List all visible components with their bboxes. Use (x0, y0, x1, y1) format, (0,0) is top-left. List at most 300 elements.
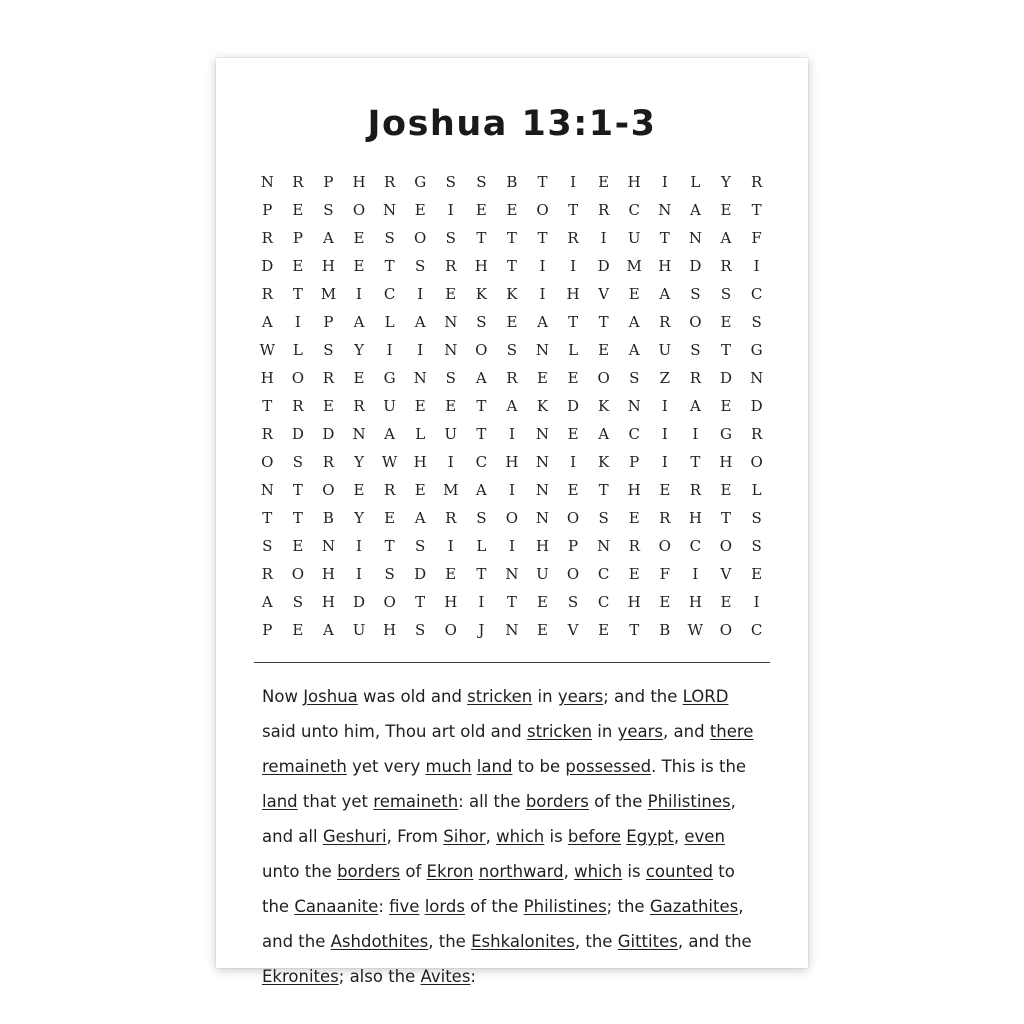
word-search-cell: P (323, 313, 334, 331)
word-search-cell: K (536, 397, 549, 415)
word-search-cell: D (750, 397, 763, 415)
word-search-cell: A (414, 313, 426, 331)
word-search-cell: S (415, 621, 426, 639)
verse-text: is (544, 827, 568, 846)
word-search-cell: O (261, 453, 274, 471)
word-search-cell: R (322, 369, 335, 387)
word-search-cell: T (537, 229, 548, 247)
word-search-cell: E (720, 397, 732, 415)
word-search-cell: G (750, 341, 763, 359)
word-search-cell: A (689, 397, 701, 415)
verse-hidden-word: even (684, 827, 725, 846)
word-search-cell: L (568, 341, 579, 359)
word-search-cell: K (598, 397, 610, 415)
word-search-cell: E (414, 397, 426, 415)
word-search-cell: I (570, 257, 577, 275)
word-search-cell: A (261, 313, 273, 331)
word-search-cell: H (688, 593, 702, 611)
word-search-row (252, 532, 772, 560)
word-search-cell: N (260, 481, 274, 499)
word-search-cell: I (508, 537, 515, 555)
word-search-cell: U (627, 229, 641, 247)
word-search-cell: T (720, 509, 731, 527)
word-search-cell: S (598, 509, 609, 527)
verse-hidden-word: which (574, 862, 623, 881)
verse-text: , and all (262, 792, 736, 846)
word-search-row (252, 224, 772, 252)
word-search-cell: O (444, 621, 457, 639)
word-search-cell: A (506, 397, 518, 415)
word-search-cell: R (292, 173, 304, 191)
verse-hidden-word: Ekron (426, 862, 474, 881)
word-search-cell: E (353, 481, 365, 499)
verse-text: to be (512, 757, 566, 776)
verse-hidden-word: much (425, 757, 472, 776)
word-search-cell: E (537, 593, 548, 611)
verse-hidden-word: remaineth (373, 792, 459, 811)
word-search-cell: I (508, 481, 515, 499)
word-search-cell: I (692, 565, 699, 583)
word-search-cell: R (720, 257, 732, 275)
word-search-cell: R (689, 481, 702, 499)
word-search-cell: S (751, 537, 762, 555)
word-search-cell: T (690, 453, 701, 471)
word-search-cell: R (261, 425, 273, 443)
word-search-cell: I (753, 257, 760, 275)
word-search-cell: E (720, 201, 732, 219)
word-search-cell: A (414, 509, 426, 527)
word-search-cell: P (262, 621, 273, 639)
word-search-cell: L (292, 341, 303, 359)
verse-hidden-word: Sihor (443, 827, 486, 846)
verse-hidden-word: Joshua (303, 687, 358, 706)
word-search-row (252, 504, 772, 532)
word-search-cell: A (475, 481, 487, 499)
word-search-cell: O (322, 481, 335, 499)
word-search-cell: H (383, 621, 397, 639)
word-search-cell: E (628, 509, 640, 527)
verse-hidden-word: Ashdothites (330, 932, 429, 951)
word-search-cell: A (689, 201, 701, 219)
word-search-cell: F (659, 565, 671, 583)
word-search-cell: T (384, 257, 395, 275)
word-search-cell: E (353, 229, 365, 247)
word-search-cell: T (751, 201, 762, 219)
word-search-cell: D (567, 397, 580, 415)
verse-hidden-word: which (496, 827, 545, 846)
verse-text: , the (574, 932, 618, 951)
word-search-cell: M (320, 285, 337, 303)
word-search-cell: I (661, 453, 668, 471)
word-search-cell: H (413, 453, 427, 471)
verse-hidden-word: borders (525, 792, 589, 811)
word-search-cell: N (535, 425, 550, 443)
word-search-cell: I (539, 285, 546, 303)
word-search-cell: R (383, 173, 396, 191)
word-search-cell: H (566, 285, 580, 303)
word-search-cell: K (475, 285, 487, 303)
word-search-cell: N (535, 509, 550, 527)
word-search-cell: R (689, 369, 702, 387)
word-search-cell: O (352, 201, 366, 219)
word-search-cell: E (414, 201, 426, 219)
word-search-cell: S (751, 509, 762, 527)
word-search-cell: T (720, 341, 731, 359)
word-search-cell: H (321, 565, 335, 583)
word-search-cell: Y (354, 453, 364, 471)
word-search-cell: N (688, 229, 702, 247)
word-search-cell: E (292, 201, 304, 219)
word-search-cell: U (352, 621, 366, 639)
verse-hidden-word: there (709, 722, 754, 741)
word-search-cell: B (659, 621, 671, 639)
word-search-cell: J (478, 621, 485, 639)
word-search-cell: I (447, 537, 454, 555)
verse-hidden-word: five (389, 897, 420, 916)
verse-text: Now (262, 687, 304, 706)
word-search-cell: S (476, 173, 487, 191)
verse-hidden-word: Ekronites (262, 967, 339, 986)
word-search-cell: S (629, 369, 640, 387)
verse-text: ; also the (338, 967, 421, 986)
word-search-cell: Y (721, 173, 731, 191)
word-search-cell: C (597, 565, 610, 583)
word-search-cell: E (598, 341, 610, 359)
verse-text: to the (262, 862, 735, 916)
word-search-cell: S (384, 565, 395, 583)
word-search-cell: E (322, 397, 334, 415)
verse-hidden-word: Gittites (617, 932, 678, 951)
verse-hidden-word: Eshkalonites (471, 932, 575, 951)
word-search-cell: E (628, 565, 640, 583)
verse-hidden-word: stricken (526, 722, 593, 741)
word-search-cell: O (566, 509, 580, 527)
word-search-cell: R (292, 397, 304, 415)
word-search-cell: O (291, 565, 305, 583)
word-search-cell: E (292, 537, 304, 555)
word-search-cell: E (506, 313, 518, 331)
word-search-cell: E (445, 285, 457, 303)
word-search-cell: E (353, 257, 365, 275)
word-search-cell: H (719, 453, 733, 471)
word-search-row (252, 560, 772, 588)
word-search-cell: G (414, 173, 427, 191)
word-search-row (252, 616, 772, 644)
word-search-cell: G (383, 369, 396, 387)
word-search-cell: T (384, 537, 395, 555)
word-search-cell: M (626, 257, 642, 275)
word-search-cell: R (261, 285, 273, 303)
word-search-cell: E (414, 481, 426, 499)
word-search-cell: U (383, 397, 396, 415)
verse-text: unto the (262, 862, 338, 881)
word-search-cell: N (505, 621, 519, 639)
verse-text: said unto him, Thou art old and (262, 722, 527, 741)
word-search-cell: T (292, 509, 303, 527)
word-search-cell: C (750, 621, 763, 639)
word-search-cell: H (444, 593, 458, 611)
word-search-cell: D (291, 425, 304, 443)
word-search-cell: H (321, 257, 335, 275)
word-search-cell: C (750, 285, 763, 303)
word-search-cell: R (322, 453, 335, 471)
word-search-row (252, 308, 772, 336)
word-search-cell: O (291, 369, 305, 387)
word-search-cell: N (413, 369, 427, 387)
verse-text: in (532, 687, 558, 706)
verse-hidden-word: Avites (420, 967, 471, 986)
word-search-cell: T (537, 173, 548, 191)
word-search-cell: R (261, 229, 273, 247)
verse-text: , (485, 827, 497, 846)
word-search-row (252, 252, 772, 280)
word-search-row (252, 364, 772, 392)
verse-hidden-word: before (567, 827, 622, 846)
word-search-cell: L (415, 425, 426, 443)
word-search-cell: Y (354, 341, 364, 359)
word-search-cell: I (356, 537, 362, 555)
word-search-cell: Y (354, 509, 364, 527)
verse-text: of the (464, 897, 524, 916)
verse-hidden-word: years (557, 687, 604, 706)
word-search-row (252, 168, 772, 196)
word-search-cell: T (568, 313, 579, 331)
word-search-cell: I (661, 425, 668, 443)
word-search-cell: H (658, 257, 672, 275)
word-search-cell: O (475, 341, 488, 359)
word-search-cell: R (659, 313, 671, 331)
page-title: Joshua 13:1-3 (367, 104, 657, 144)
word-search-cell: C (475, 453, 488, 471)
verse-hidden-word: Philistines (647, 792, 731, 811)
word-search-cell: H (688, 509, 702, 527)
word-search-cell: E (659, 481, 671, 499)
verse-hidden-word: possessed (565, 757, 652, 776)
word-search-cell: P (629, 453, 640, 471)
word-search-row (252, 392, 772, 420)
word-search-cell: C (628, 201, 640, 219)
word-search-cell: A (720, 229, 732, 247)
word-search-row (252, 420, 772, 448)
verse-paragraph (262, 679, 762, 994)
word-search-cell: T (262, 509, 273, 527)
word-search-cell: R (445, 257, 457, 275)
word-search-cell: T (506, 229, 517, 247)
word-search-cell: N (535, 453, 550, 471)
word-search-cell: E (598, 173, 610, 191)
word-search-cell: N (444, 313, 458, 331)
word-search-cell: R (383, 481, 396, 499)
word-search-cell: A (598, 425, 610, 443)
word-search-cell: D (719, 369, 732, 387)
word-search-cell: A (537, 313, 548, 331)
word-search-cell: E (751, 565, 763, 583)
word-search-cell: I (356, 565, 362, 583)
word-search-row (252, 476, 772, 504)
word-search-cell: Z (659, 369, 671, 387)
word-search-cell: E (628, 285, 640, 303)
word-search-cell: R (750, 425, 763, 443)
verse-text: , and the (262, 897, 744, 951)
word-search-cell: O (658, 537, 671, 555)
word-search-cell: I (417, 285, 424, 303)
word-search-cell: N (750, 369, 764, 387)
word-search-cell: O (719, 537, 733, 555)
word-search-cell: O (597, 369, 610, 387)
verse-text: of (400, 862, 427, 881)
word-search-cell: E (659, 593, 671, 611)
verse-text: , and (663, 722, 710, 741)
word-search-cell: B (322, 509, 334, 527)
word-search-cell: T (629, 621, 640, 639)
verse-text: ; and the (603, 687, 683, 706)
word-search-cell: S (292, 453, 303, 471)
verse-text: ; the (606, 897, 650, 916)
word-search-cell: T (476, 425, 487, 443)
verse-text: that yet (297, 792, 374, 811)
word-search-cell: I (386, 341, 393, 359)
verse-text: , (673, 827, 685, 846)
verse-text: : (470, 967, 476, 986)
word-search-cell: L (751, 481, 762, 499)
word-search-cell: D (597, 257, 610, 275)
word-search-cell: I (661, 173, 668, 191)
word-search-cell: H (627, 173, 641, 191)
word-search-cell: D (322, 425, 335, 443)
word-search-cell: T (506, 257, 517, 275)
word-search-cell: S (720, 285, 732, 303)
word-search-cell: A (353, 313, 365, 331)
word-search-cell: T (506, 593, 517, 611)
word-search-cell: O (536, 201, 549, 219)
word-search-grid-body (252, 168, 772, 644)
word-search-cell: T (476, 397, 487, 415)
word-search-cell: O (689, 313, 702, 331)
word-search-cell: R (598, 201, 610, 219)
word-search-cell: S (751, 313, 762, 331)
verse-text: , the (428, 932, 472, 951)
word-search-cell: N (658, 201, 672, 219)
word-search-cell: E (598, 621, 610, 639)
word-search-cell: R (659, 509, 671, 527)
word-search-cell: E (292, 621, 304, 639)
word-search-cell: W (259, 341, 275, 359)
word-search-cell: S (506, 341, 518, 359)
word-search-cell: N (505, 565, 519, 583)
word-search-cell: H (505, 453, 519, 471)
word-search-cell: N (383, 201, 397, 219)
verse-hidden-word: northward (478, 862, 564, 881)
word-search-cell: A (628, 341, 640, 359)
word-search-cell: E (475, 201, 487, 219)
word-search-cell: I (447, 453, 454, 471)
word-search-cell: I (539, 257, 546, 275)
word-search-cell: T (659, 229, 670, 247)
word-search-cell: W (687, 621, 704, 639)
word-search-cell: K (506, 285, 518, 303)
word-search-cell: P (323, 173, 334, 191)
word-search-cell: H (474, 257, 488, 275)
word-search-cell: L (384, 313, 395, 331)
word-search-row (252, 280, 772, 308)
word-search-cell: O (719, 621, 733, 639)
section-divider (254, 662, 770, 663)
word-search-cell: R (353, 397, 365, 415)
word-search-cell: P (568, 537, 579, 555)
word-search-row (252, 196, 772, 224)
word-search-cell: E (445, 565, 457, 583)
word-search-cell: N (352, 425, 366, 443)
word-search-cell: E (445, 397, 457, 415)
word-search-cell: R (567, 229, 579, 247)
word-search-cell: P (292, 229, 303, 247)
word-search-cell: E (353, 369, 365, 387)
verse-text: : (378, 897, 390, 916)
word-search-cell: V (567, 621, 579, 639)
word-search-cell: G (719, 425, 732, 443)
verse-hidden-word: stricken (467, 687, 533, 706)
word-search-cell: M (443, 481, 459, 499)
word-search-cell: S (415, 257, 426, 275)
word-search-cell: O (383, 593, 396, 611)
word-search-cell: T (262, 397, 273, 415)
word-search-cell: H (535, 537, 550, 555)
verse-hidden-word: Canaanite (294, 897, 379, 916)
word-search-cell: I (294, 313, 301, 331)
word-search-grid (252, 168, 772, 644)
word-search-cell: E (292, 257, 304, 275)
word-search-cell: E (537, 621, 548, 639)
word-search-cell: N (535, 341, 550, 359)
verse-text: . This is the (651, 757, 747, 776)
word-search-cell: H (627, 481, 641, 499)
word-search-cell: N (597, 537, 611, 555)
verse-text: , (563, 862, 575, 881)
word-search-cell: R (506, 369, 518, 387)
verse-text: was old and (357, 687, 468, 706)
word-search-cell: S (415, 537, 426, 555)
word-search-cell: T (476, 565, 487, 583)
word-search-row (252, 336, 772, 364)
verse-hidden-word: years (617, 722, 664, 741)
verse-text: : all the (458, 792, 526, 811)
word-search-cell: I (570, 173, 577, 191)
word-search-cell: A (475, 369, 487, 387)
verse-text: of the (588, 792, 648, 811)
word-search-cell: C (383, 285, 396, 303)
verse-hidden-word: Philistines (523, 897, 607, 916)
verse-hidden-word: remaineth (262, 757, 347, 776)
word-search-cell: U (444, 425, 458, 443)
word-search-cell: O (414, 229, 427, 247)
word-search-cell: I (417, 341, 424, 359)
word-search-cell: C (689, 537, 702, 555)
word-search-cell: B (506, 173, 518, 191)
word-search-cell: H (260, 369, 274, 387)
word-search-cell: A (261, 593, 273, 611)
word-search-cell: E (506, 201, 518, 219)
word-search-cell: R (750, 173, 763, 191)
word-search-cell: H (352, 173, 366, 191)
word-search-cell: S (476, 313, 487, 331)
word-search-cell: T (568, 201, 579, 219)
word-search-cell: S (567, 593, 579, 611)
word-search-cell: O (750, 453, 763, 471)
word-search-cell: O (566, 565, 580, 583)
word-search-cell: I (356, 285, 362, 303)
word-search-cell: T (292, 481, 303, 499)
word-search-cell: S (292, 593, 303, 611)
